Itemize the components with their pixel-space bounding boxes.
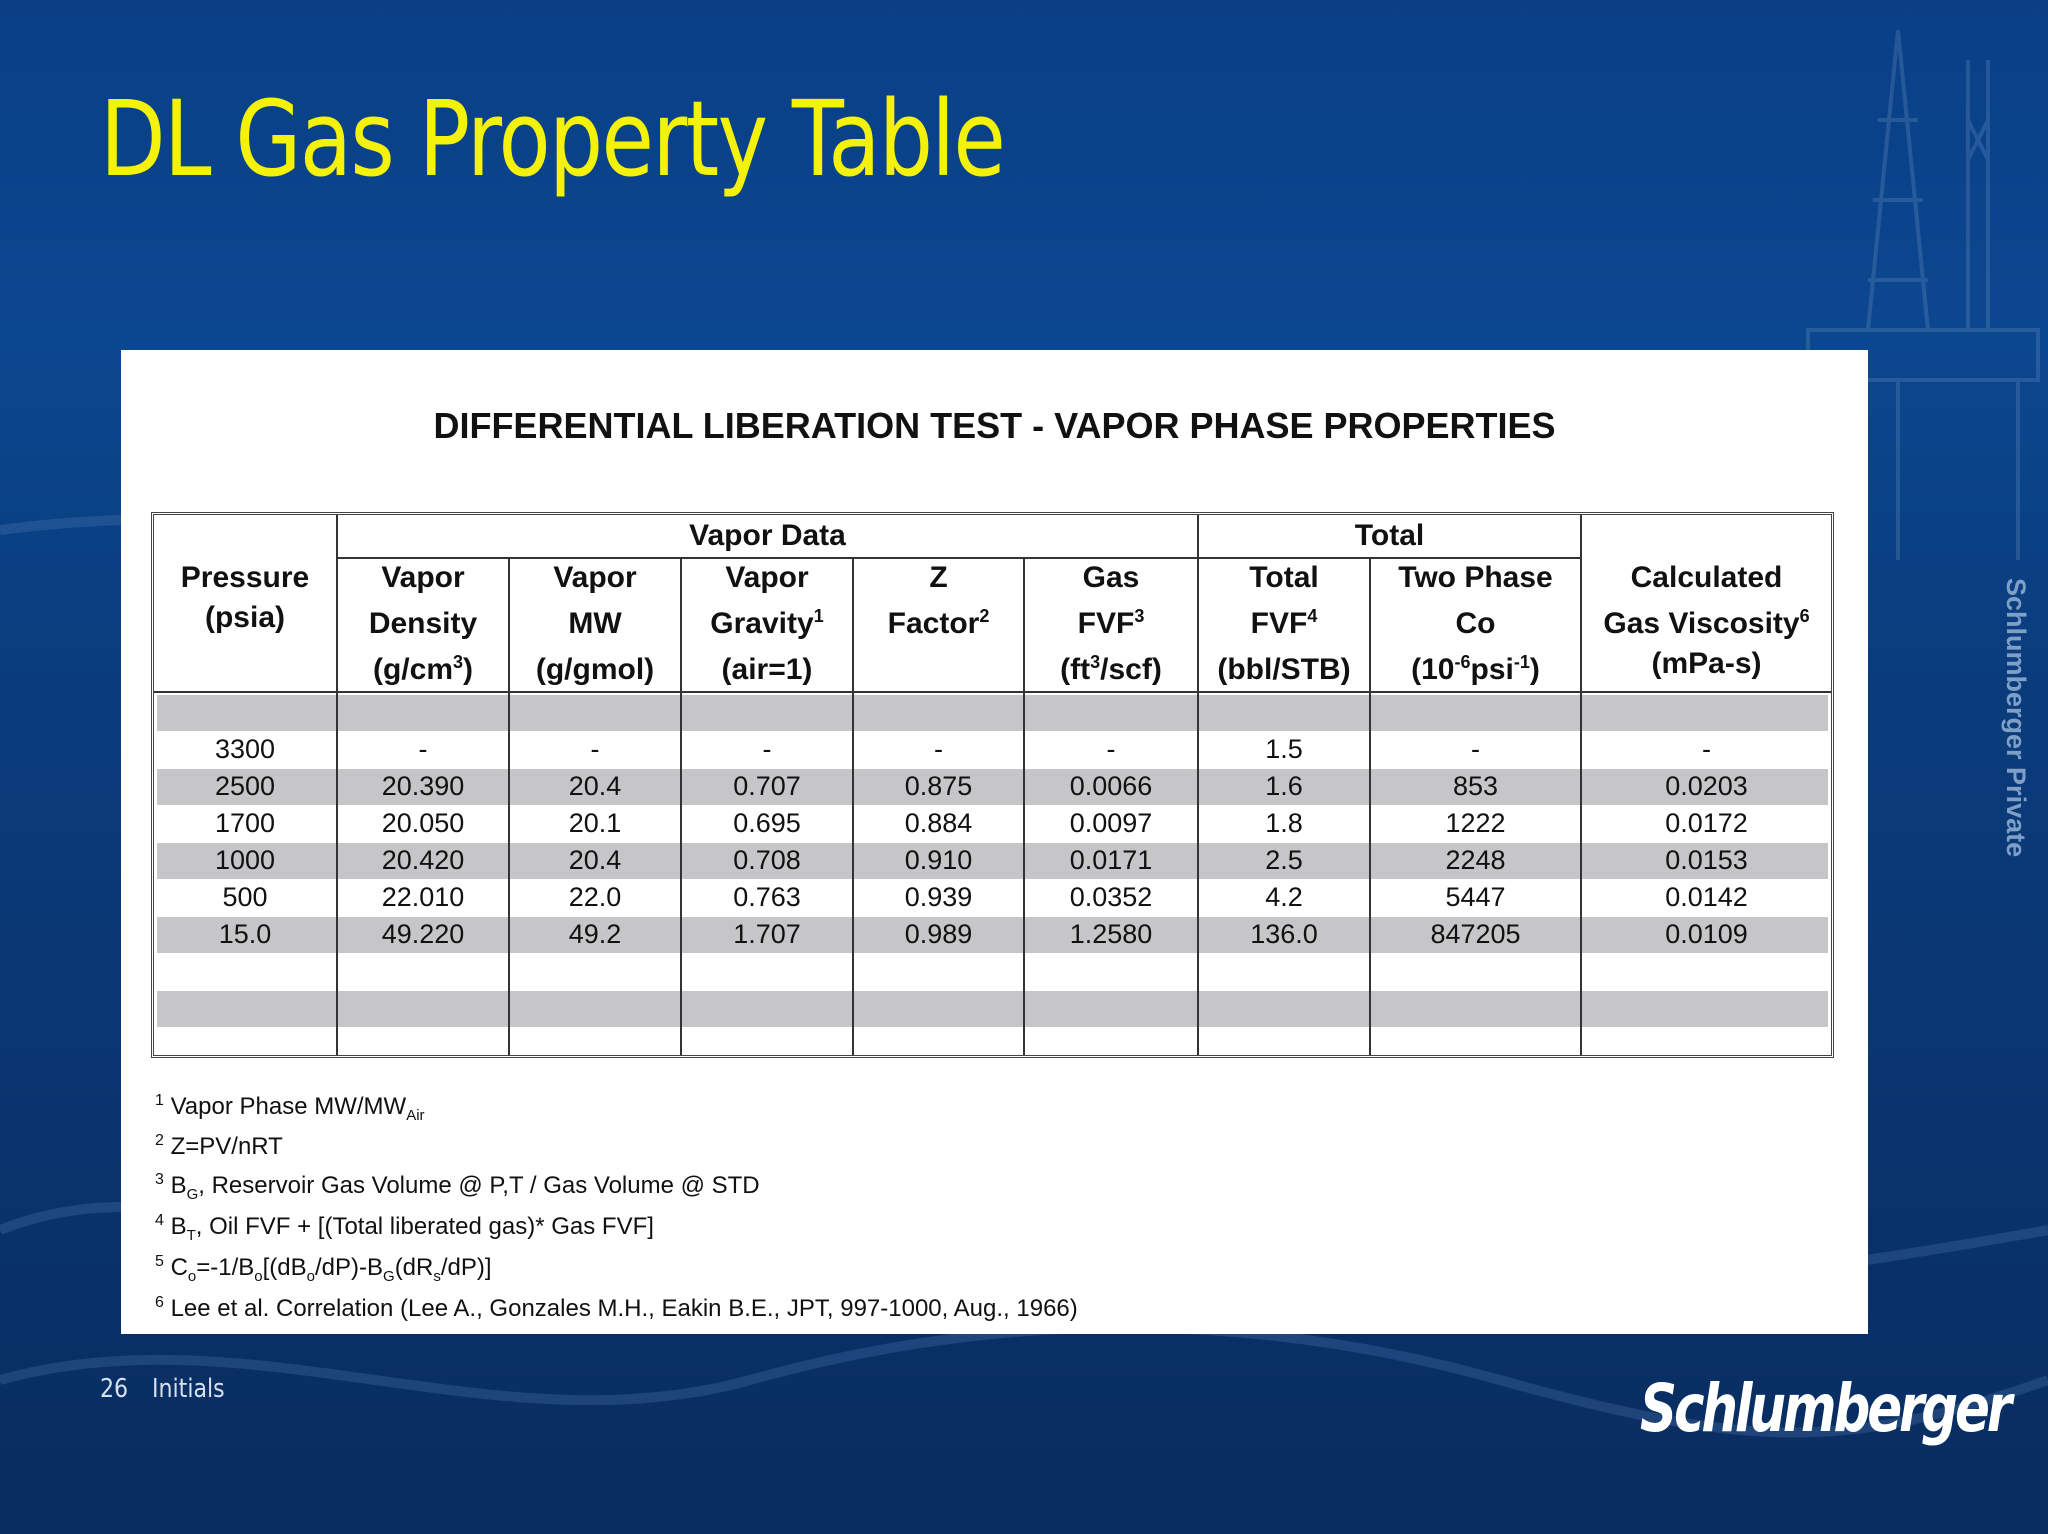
footnote-1: $^1$ Vapor Phase $MW/MW_{Air}$ [155,1092,425,1124]
cell-gas-viscosity: 0.0203 [1665,771,1748,801]
header-total-fvf: Total FVF$^4$ (bbl/STB) [1217,561,1351,686]
cell-total-fvf: 4.2 [1265,882,1303,912]
cell-vapor-mw: 22.0 [568,882,622,912]
cell-gas-viscosity: 0.0109 [1665,919,1748,949]
cell-gas-fvf: 0.0352 [1069,882,1153,912]
slide-title: DL Gas Property Table [100,78,1005,200]
footer-initials: Initials [152,1374,225,1404]
cell-pressure: 500 [222,882,268,912]
cell-vapor-mw: 20.4 [568,845,622,875]
cell-z-factor: 0.910 [904,845,973,875]
cell-vapor-gravity: 0.707 [733,771,801,801]
header-z-factor: Z Factor$^2$ [887,561,990,640]
schlumberger-logo: Schlumberger [1640,1370,2010,1447]
header-vapor-gravity: Vapor Gravity$^1$ (air=1) [710,561,824,686]
cell-vapor-mw: 49.2 [568,919,622,949]
footnote-6: $^6$ Lee et al. Correlation (Lee A., Gonzales M.H., Eakin B.E., JPT, 997-1000, Aug., 1966) [155,1294,1078,1322]
cell-pressure: 2500 [214,771,276,801]
cell-vapor-mw: - [590,734,600,764]
table-title: DIFFERENTIAL LIBERATION TEST - VAPOR PHASE PROPERTIES [433,405,1556,446]
cell-gas-fvf: 0.0171 [1069,845,1153,875]
cell-two-phase-co: 853 [1452,771,1499,801]
cell-vapor-mw: 20.1 [568,808,622,838]
cell-vapor-gravity: 0.708 [733,845,801,875]
footnote-5: $^5$ $C_o=-1/B_o[(dB_o/dP)-B_G(dR_s/dP)]$ [155,1253,492,1285]
cell-two-phase-co: 847205 [1430,919,1521,949]
property-table [151,512,1834,1058]
group-header-total: Total [1354,519,1425,552]
cell-total-fvf: 1.6 [1265,771,1303,801]
cell-total-fvf: 2.5 [1265,845,1303,875]
header-vapor-mw: Vapor MW (g/gmol) [535,561,655,686]
cell-total-fvf: 1.5 [1265,734,1303,764]
footnote-4: $^4$ $B_T$, Oil FVF + [(Total liberated gas)* Gas FVF] [155,1212,654,1244]
cell-vapor-gravity: 1.707 [733,919,801,949]
cell-vapor-density: 49.220 [381,919,465,949]
cell-z-factor: 0.875 [904,771,973,801]
cell-gas-viscosity: 0.0142 [1665,882,1748,912]
header-gas-fvf: Gas FVF$^3$ $(ft^3/scf)$ [1060,561,1162,686]
header-two-phase-co: Two Phase Co $(10^{-6}psi^{-1})$ [1398,561,1553,686]
cell-vapor-density: 22.010 [381,882,465,912]
cell-vapor-density: 20.420 [381,845,465,875]
cell-gas-viscosity: 0.0153 [1665,845,1748,875]
cell-pressure: 3300 [214,734,276,764]
cell-gas-fvf: - [1106,734,1116,764]
row-band [157,695,1828,731]
classification-label: Schlumberger Private [2001,578,2031,858]
header-vapor-density: Vapor Density $(g/cm^3)$ [368,561,478,686]
cell-vapor-density: - [418,734,428,764]
cell-vapor-mw: 20.4 [568,771,622,801]
cell-gas-fvf: 0.0097 [1069,808,1153,838]
cell-total-fvf: 136.0 [1250,919,1318,949]
group-header-vapor-data: Vapor Data [689,519,846,552]
cell-z-factor: - [934,734,943,764]
cell-two-phase-co: 5447 [1445,882,1506,912]
cell-gas-fvf: 1.2580 [1069,919,1153,949]
cell-z-factor: 0.939 [904,882,973,912]
cell-vapor-gravity: 0.763 [733,882,801,912]
row-band [157,991,1828,1027]
cell-gas-fvf: 0.0066 [1069,771,1153,801]
cell-gas-viscosity: - [1702,734,1711,764]
page-number: 26 [100,1374,129,1404]
cell-z-factor: 0.989 [904,919,973,949]
cell-total-fvf: 1.8 [1265,808,1303,838]
cell-two-phase-co: 2248 [1445,845,1506,875]
cell-two-phase-co: 1222 [1445,808,1506,838]
cell-pressure: 1000 [214,845,276,875]
header-gas-viscosity: Calculated Gas Viscosity$^6$ (mPa-s) [1603,561,1810,680]
cell-vapor-gravity: 0.695 [733,808,801,838]
table-panel [121,350,1868,1334]
header-pressure: Pressure (psia) [180,561,310,634]
cell-pressure: 1700 [214,808,276,838]
cell-two-phase-co: - [1471,734,1480,764]
footnote-2: $^2$ Z=PV/nRT [155,1132,283,1160]
footnote-3: $^3$ $B_G$, Reservoir Gas Volume @ P,T / Gas Volume @ STD [155,1171,760,1203]
cell-gas-viscosity: 0.0172 [1665,808,1748,838]
cell-vapor-gravity: - [762,734,772,764]
cell-vapor-density: 20.050 [381,808,465,838]
cell-vapor-density: 20.390 [381,771,465,801]
cell-z-factor: 0.884 [904,808,973,838]
cell-pressure: 15.0 [218,919,272,949]
